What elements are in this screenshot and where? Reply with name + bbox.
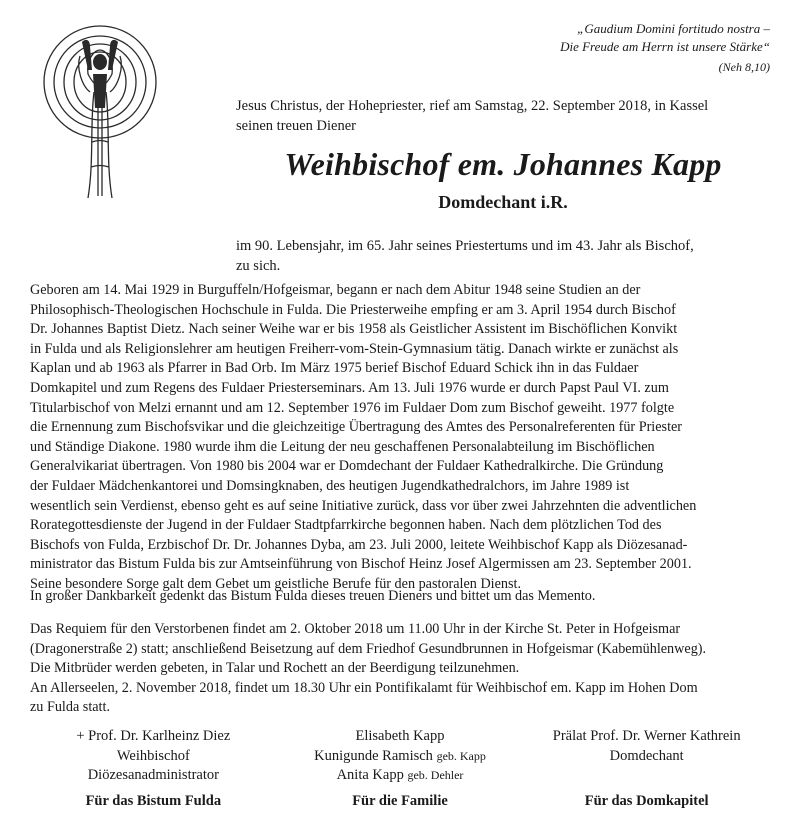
signer-right [523,727,770,786]
bio-line: Geboren am 14. Mai 1929 in Burguffeln/Hofgeismar, begann er nach dem Abitur 1948 seine Studien an der [30,282,641,298]
age-line-2: zu sich. [236,258,281,274]
thanks-text: In großer Dankbarkeit gedenkt das Bistum Fulda dieses treuen Dieners und bittet um das Memento. [30,588,596,604]
signer-center-note-2: geb. Kapp [436,748,486,763]
bio-line: ministrator das Bistum Fulda bis zur Amtseinführung von Bischof Heinz Josef Algermissen am 23. September 2001. [30,556,692,573]
requiem-line: zu Fulda statt. [30,699,110,716]
requiem-line: An Allerseelen, 2. November 2018, findet um 18.30 Uhr ein Pontifikalamt für Weihbischof em. Kapp im Hohen Dom [30,679,698,696]
requiem-info [30,620,770,718]
signer-center-note-3: geb. Dehler [407,768,464,783]
motto-line-2: Die Freude am Herrn ist unsere Stärke“ [560,39,770,54]
bio-line: in Fulda und als Religionslehrer am heutigen Freiherr-vom-Stein-Gymnasium tätig. Danach wirkte er zunächst als [30,340,679,357]
intro-text [236,96,770,136]
group-familie: Für die Familie [352,793,448,809]
motto-reference: (Neh 8,10) [718,60,770,74]
bio-line: und Ständige Diakone. 1980 wurde ihm die Leitung der neu geschaffenen Personalabteilung im Bischöflichen [30,438,655,455]
bio-line: Philosophisch-Theologischen Hochschule in Fulda. Die Priesterweihe empfing er am 3. April 1954 durch Bischof [30,301,676,318]
bio-line: Titularbischof von Melzi ernannt und am 12. September 1976 im Fuldaer Dom zum Bischof geweiht. 1977 folgte [30,399,675,416]
signer-center-name-2: Kunigunde Ramisch [314,747,433,764]
signer-left-role: Weihbischof [116,747,190,764]
intro-line-1: Jesus Christus, der Hohepriester, rief am Samstag, 22. September 2018, in Kassel [236,98,709,114]
requiem-line: Das Requiem für den Verstorbenen findet am 2. Oktober 2018 um 11.00 Uhr in der Kirche St. Peter in Hofgeismar [30,621,681,637]
bio-line: Domkapitel und zum Regens des Fuldaer Priesterseminars. Am 13. Juli 1976 wurde er durch Papst Paul VI. zum [30,379,669,396]
bio-line: Dr. Johannes Baptist Dietz. Nach seiner Weihe war er bis 1958 als Geistlicher Assistent im Bischöflichen Konvikt [30,321,678,338]
age-line-1: im 90. Lebensjahr, im 65. Jahr seines Priestertums und im 43. Jahr als Bischof, [236,238,694,254]
motto-line-1: „Gaudium Domini fortitudo nostra – [577,21,770,36]
requiem-line: Die Mitbrüder werden gebeten, in Talar und Rochett an der Beerdigung teilzunehmen. [30,660,520,677]
signer-left-name: + Prof. Dr. Karlheinz Diez [76,728,231,744]
requiem-line: (Dragonerstraße 2) statt; anschließend Beisetzung auf dem Friedhof Gesundbrunnen in Hofgeismar (Kabemühlenweg). [30,640,707,657]
signer-groups [30,793,770,810]
deceased-name: Weihbischof em. Johannes Kapp [284,146,722,182]
intro-line-2: seinen treuen Diener [236,118,356,134]
bio-line: Generalvikariat übertragen. Von 1980 bis 2004 war er Domdechant der Fuldaer Kathedralkirche. Die Gründung [30,458,664,475]
signer-left-role-2: Diözesanadministrator [87,767,219,784]
signer-center-name-2-row [277,747,524,767]
signer-center-name-3-row [277,766,524,786]
signers [30,727,770,786]
signer-center-name-1: Elisabeth Kapp [355,728,445,744]
signer-right-name: Prälat Prof. Dr. Werner Kathrein [552,728,741,744]
signer-left [30,727,277,786]
bio-line: Rorategottesdienste der Jugend in der Fuldaer Stadtpfarrkirche begonnen haben. Nach dem plötzlichen Tod des [30,517,662,534]
bio-line: die Ernennung zum Bischofsvikar und die gleichzeitige Übertragung des Amtes des Personalreferenten für Priester [30,419,683,436]
group-bistum: Für das Bistum Fulda [85,793,222,809]
biography [30,281,770,595]
motto-quote [410,20,770,76]
signer-center [277,727,524,786]
bio-line: Bischofs von Fulda, Erzbischof Dr. Dr. Johannes Dyba, am 23. Juli 2000, leitete Weihbischof Kapp als Diözesanad- [30,536,688,553]
signer-center-name-3: Anita Kapp [336,767,404,784]
bio-line: Seine besondere Sorge galt dem Gebet um geistliche Berufe für den pastoralen Dienst. [30,575,522,592]
deceased-title: Domdechant i.R. [438,192,568,212]
risen-christ-emblem-icon [36,12,164,200]
signer-right-role: Domdechant [609,747,684,764]
group-domkapitel: Für das Domkapitel [584,793,709,809]
bio-line: wesentlich sein Verdienst, ebenso geht es auf seine Initiative zurück, dass vor über zwei Jahrzehnten die adventlichen [30,497,697,514]
bio-line: Kaplan und ab 1963 als Pfarrer in Bad Orb. Im März 1975 berief Bischof Eduard Schick ihn in das Fuldaer [30,360,639,377]
age-text [236,236,770,276]
bio-line: der Fuldaer Mädchenkantorei und Domsingknaben, des heutigen Jugendkathedralchors, im Jahre 1989 ist [30,477,630,494]
